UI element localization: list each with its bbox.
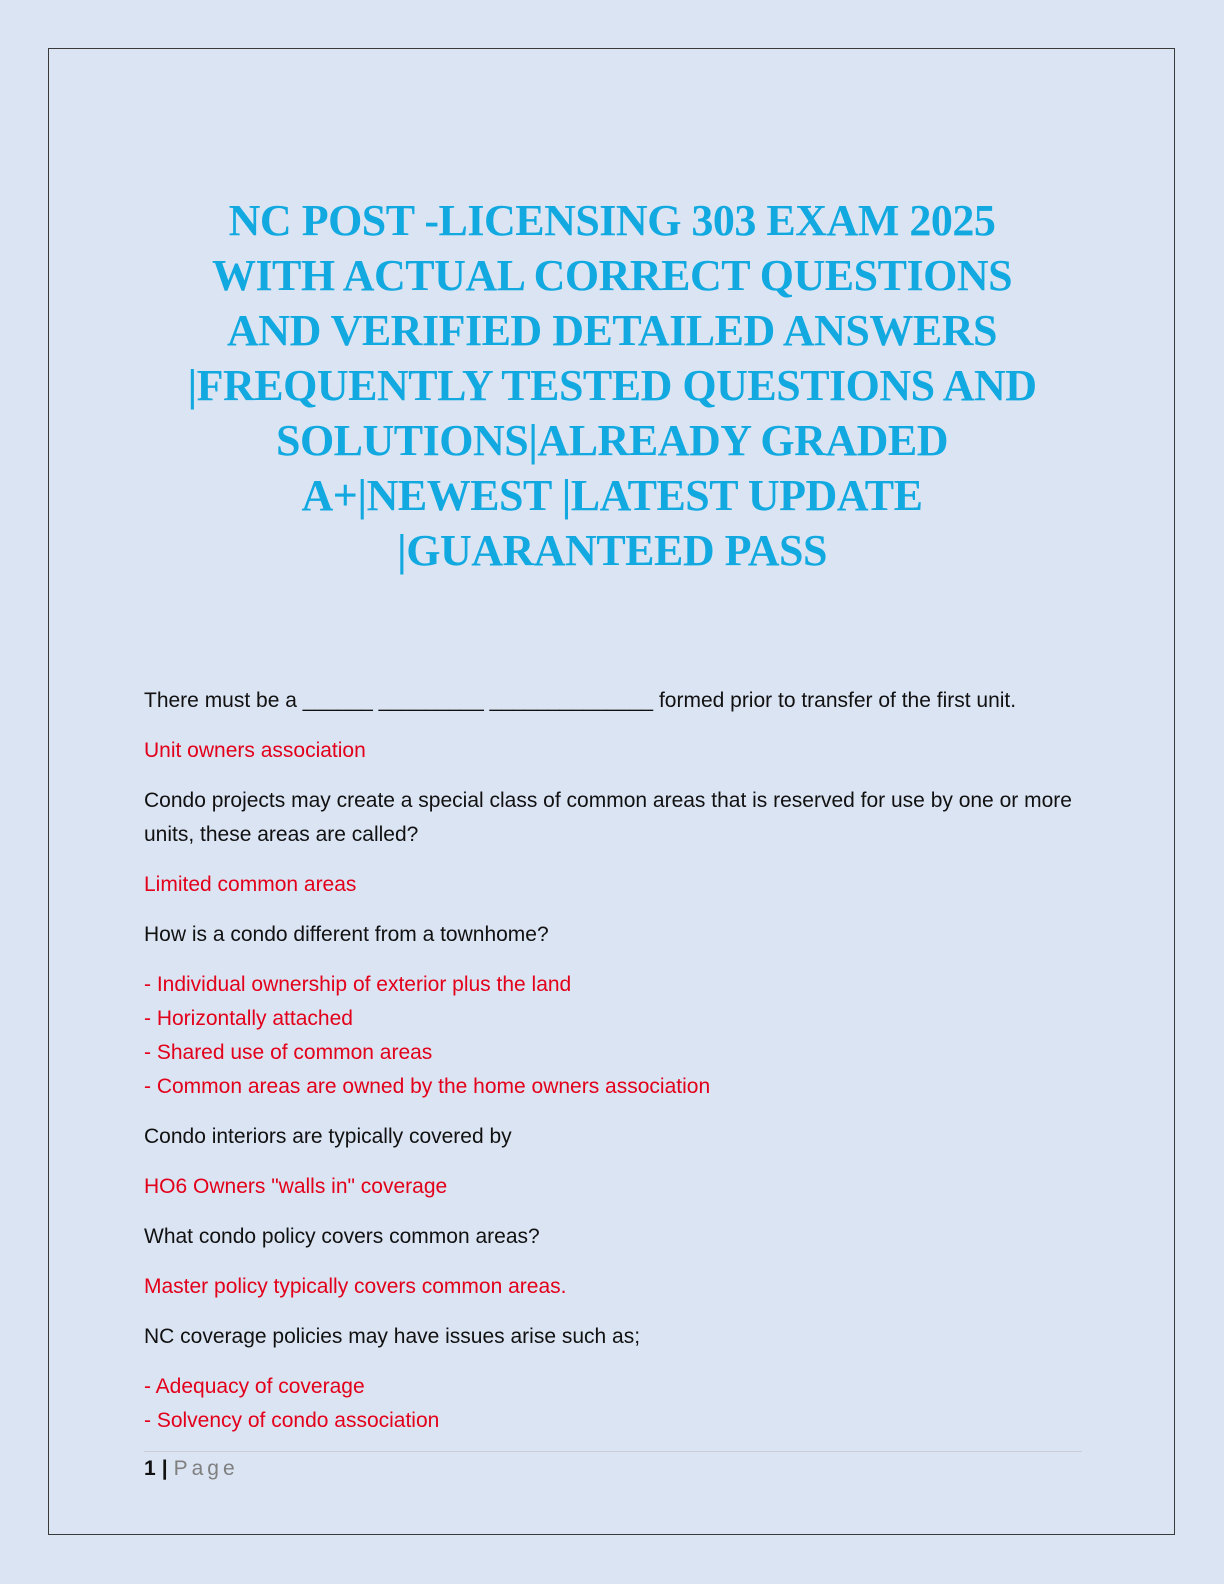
page-number: 1 — [144, 1457, 156, 1480]
page-label: Page — [173, 1457, 239, 1480]
question-4: Condo interiors are typically covered by — [144, 1125, 512, 1148]
title-line: AND VERIFIED DETAILED ANSWERS — [227, 306, 997, 355]
qa-content — [144, 684, 1084, 1454]
answer-list-item: - Shared use of common areas — [144, 1041, 433, 1064]
footer-divider — [144, 1451, 1082, 1452]
question-3: How is a condo different from a townhome? — [144, 923, 549, 946]
answer-3-list — [144, 968, 1084, 1104]
answer-list-item: - Solvency of condo association — [144, 1409, 440, 1432]
document-title — [140, 193, 1084, 578]
footer-separator: | — [161, 1457, 168, 1480]
question-5: What condo policy covers common areas? — [144, 1225, 540, 1248]
question-6: NC coverage policies may have issues arise such as; — [144, 1325, 641, 1348]
page-footer — [144, 1454, 239, 1484]
answer-4: HO6 Owners "walls in" coverage — [144, 1175, 448, 1198]
title-line: A+|NEWEST |LATEST UPDATE — [301, 471, 923, 520]
title-line: WITH ACTUAL CORRECT QUESTIONS — [211, 251, 1013, 300]
answer-list-item: - Adequacy of coverage — [144, 1375, 365, 1398]
title-line: |GUARANTEED PASS — [397, 526, 827, 575]
title-line: |FREQUENTLY TESTED QUESTIONS AND — [187, 361, 1037, 410]
answer-list-item: - Individual ownership of exterior plus the land — [144, 973, 572, 996]
answer-5: Master policy typically covers common areas. — [144, 1275, 567, 1298]
question-2: Condo projects may create a special class of common areas that is reserved for use by one or more units, these areas are called? — [144, 789, 1072, 846]
title-line: SOLUTIONS|ALREADY GRADED — [275, 416, 949, 465]
title-line: NC POST -LICENSING 303 EXAM 2025 — [228, 196, 996, 245]
answer-list-item: - Common areas are owned by the home owners association — [144, 1075, 711, 1098]
answer-2: Limited common areas — [144, 873, 357, 896]
answer-list-item: - Horizontally attached — [144, 1007, 353, 1030]
answer-1: Unit owners association — [144, 739, 366, 762]
question-1: There must be a ______ _________ ______________ formed prior to transfer of the first unit. — [144, 689, 1017, 712]
answer-6-list — [144, 1370, 1084, 1438]
